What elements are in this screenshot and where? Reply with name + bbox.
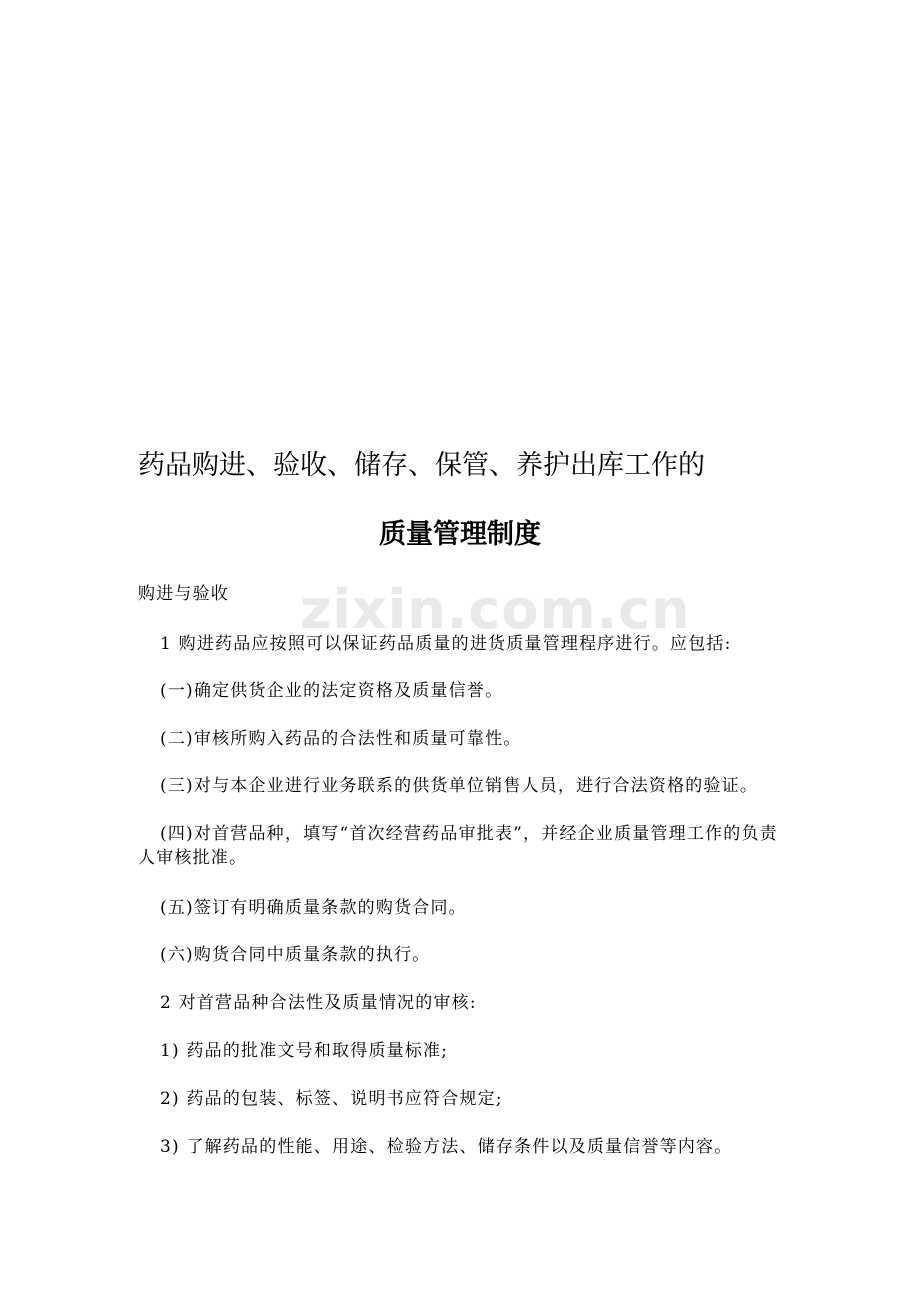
- document-title-line1: 药品购进、验收、储存、保管、养护出库工作的: [138, 450, 705, 481]
- sub-item-4: (四)对首营品种，填写“首次经营药品审批表”，并经企业质量管理工作的负责人审核批准。: [138, 824, 778, 868]
- sub-item-2: (二)审核所购入药品的合法性和质量可靠性。: [160, 729, 522, 749]
- document-title-line2: 质量管理制度: [379, 519, 541, 550]
- item-2: 2 对首营品种合法性及质量情况的审核:: [160, 993, 477, 1013]
- section-heading: 购进与验收: [138, 584, 229, 604]
- watermark: zixin.com.cn: [300, 578, 691, 641]
- review-item-3: 3) 了解药品的性能、用途、检验方法、储存条件以及质量信誉等内容。: [160, 1137, 733, 1157]
- review-item-2: 2) 药品的包装、标签、说明书应符合规定;: [160, 1089, 503, 1109]
- sub-item-6: (六)购货合同中质量条款的执行。: [160, 945, 431, 965]
- sub-item-1: (一)确定供货企业的法定资格及质量信誉。: [160, 681, 504, 701]
- sub-item-3: (三)对与本企业进行业务联系的供货单位销售人员，进行合法资格的验证。: [160, 776, 759, 796]
- review-item-1: 1) 药品的批准文号和取得质量标准;: [160, 1041, 449, 1061]
- sub-item-5: (五)签订有明确质量条款的购货合同。: [160, 898, 467, 918]
- item-1: 1 购进药品应按照可以保证药品质量的进货质量管理程序进行。应包括:: [160, 634, 732, 654]
